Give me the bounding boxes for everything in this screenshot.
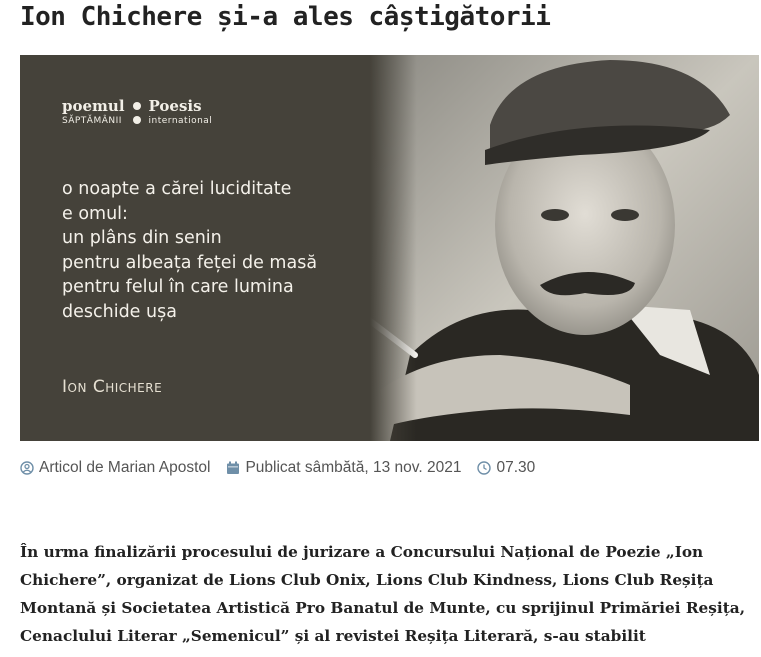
user-icon (20, 461, 34, 475)
brand-dot (133, 102, 141, 110)
article-body: În urma finalizării procesului de jurizare a Concursului Național de Poezie „Ion Chichere”, organizat de Lions Club Onix, Lions Club Kindness, Lions Club Reșița Montană și Societatea Artistică Pro Banatul de Munte, cu sprijinul Primăriei Reșița, Cenaclului Literar „Semenicul” și al revistei Reșița Literară, s-au stabilit (20, 543, 746, 645)
brand-right-name: Poesis (148, 97, 202, 115)
calendar-icon (226, 461, 240, 475)
poem-author: Ion Chichere (62, 377, 163, 397)
author-link[interactable]: Articol de Marian Apostol (39, 459, 211, 476)
poem-line: e omul: (62, 203, 128, 224)
featured-image (20, 55, 759, 441)
meta-published (226, 459, 461, 477)
poem-line: o noapte a cărei luciditate (62, 179, 292, 199)
brand-right-sub: international (148, 116, 213, 126)
article-meta (20, 459, 551, 477)
poem-line: pentru albeața feței de masă (62, 252, 318, 273)
poem-quote (62, 177, 317, 324)
poem-line: deschide ușa (62, 301, 177, 322)
meta-time (477, 459, 535, 477)
brand-left-name: poemul (62, 97, 125, 115)
poem-line: pentru felul în care lumina (62, 277, 294, 297)
brand-dots (133, 102, 141, 124)
portrait-photo (370, 55, 759, 441)
article-title: Ion Chichere și-a ales câștigătorii (20, 2, 551, 32)
meta-author (20, 459, 210, 477)
clock-icon (477, 461, 491, 475)
published-date: Publicat sâmbătă, 13 nov. 2021 (245, 459, 462, 476)
brand-dot (133, 116, 141, 124)
published-time: 07.30 (496, 459, 536, 476)
poem-line: un plâns din senin (62, 228, 222, 248)
brand-logo (62, 99, 212, 126)
brand-left-sub: SĂPTĂMÂNII (62, 116, 122, 126)
